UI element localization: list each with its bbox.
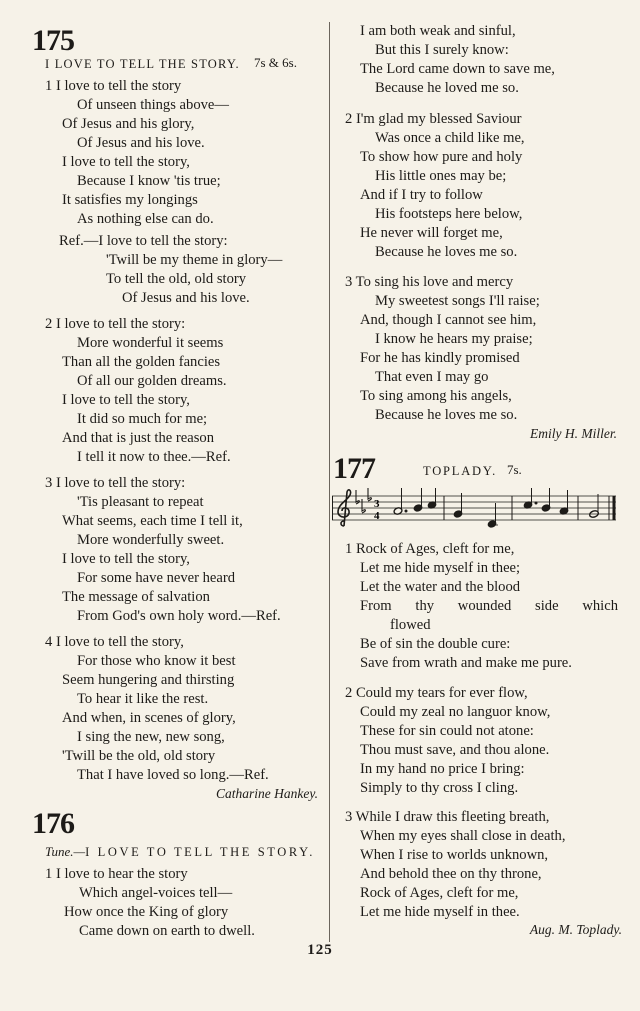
verse-line: 3 While I draw this fleeting breath, xyxy=(345,809,550,825)
verse-line: To hear it like the rest. xyxy=(77,691,209,707)
verse-line: Let me hide myself in thee; xyxy=(360,560,521,576)
verse-line: I know he hears my praise; xyxy=(375,331,533,347)
verse-line: I love to tell the story, xyxy=(62,154,190,170)
verse-line: As nothing else can do. xyxy=(77,211,214,227)
page-number: 125 xyxy=(307,942,333,958)
verse-line: How once the King of glory xyxy=(64,904,229,920)
key-signature-flats xyxy=(356,488,371,513)
hymn-177-meter: 7s. xyxy=(507,462,522,477)
verse-line: Of unseen things above— xyxy=(77,97,229,113)
verse-line: Simply to thy cross I cling. xyxy=(360,780,519,796)
hymn-177-number: 177 xyxy=(333,452,375,485)
hymn-176-number: 176 xyxy=(32,807,74,840)
verse-line: I am both weak and sinful, xyxy=(360,23,516,39)
verse-line: I love to tell the story, xyxy=(62,392,190,408)
verse-line: 'Twill be the old, old story xyxy=(62,748,216,764)
verse-line: It did so much for me; xyxy=(77,411,208,427)
verse-line: 3 To sing his love and mercy xyxy=(345,274,514,290)
verse-line: 2 Could my tears for ever flow, xyxy=(345,685,528,701)
verse-line: For some have never heard xyxy=(77,570,236,586)
verse-line: The message of salvation xyxy=(62,589,210,605)
verse-line: He never will forget me, xyxy=(360,225,503,241)
verse-line: Because I know 'tis true; xyxy=(77,173,221,189)
hymn-175-number: 175 xyxy=(32,24,74,57)
verse-line: 2 I love to tell the story: xyxy=(45,316,186,332)
verse-line: 'Tis pleasant to repeat xyxy=(77,494,204,510)
verse-line: More wonderfully sweet. xyxy=(77,532,225,548)
verse-line: In my hand no price I bring: xyxy=(360,761,525,777)
verse-line: Than all the golden fancies xyxy=(62,354,221,370)
verse-line: 3 I love to tell the story: xyxy=(45,475,186,491)
verse-line: flowed xyxy=(390,617,431,633)
verse-line: Of all our golden dreams. xyxy=(77,373,227,389)
verse-line: From thy wounded side which xyxy=(360,598,618,614)
verse-line: But this I surely know: xyxy=(375,42,509,58)
verse-line: What seems, each time I tell it, xyxy=(62,513,243,529)
verse-line: 4 I love to tell the story, xyxy=(45,634,184,650)
verse-line: 1 I love to hear the story xyxy=(45,866,188,882)
verse-line: And if I try to follow xyxy=(360,187,483,203)
verse-line: That even I may go xyxy=(375,369,489,385)
verse-line: Thou must save, and thou alone. xyxy=(360,742,550,758)
verse-line: To sing among his angels, xyxy=(360,388,512,404)
verse-line: More wonderful it seems xyxy=(77,335,224,351)
refrain-line: To tell the old, old story xyxy=(106,271,247,287)
verse-line: To show how pure and holy xyxy=(360,149,523,165)
music-staff-incipit xyxy=(332,488,618,532)
tune-label: Tune.— xyxy=(45,844,86,859)
verse-line: His footsteps here below, xyxy=(375,206,523,222)
verse-line: I love to tell the story, xyxy=(62,551,190,567)
verse-line: My sweetest songs I'll raise; xyxy=(375,293,540,309)
verse-line: These for sin could not atone: xyxy=(360,723,534,739)
tune-name: I LOVE TO TELL THE STORY. xyxy=(85,845,315,859)
verse-line: When I rise to worlds unknown, xyxy=(360,847,549,863)
column-divider xyxy=(329,22,330,942)
verse-line: 2 I'm glad my blessed Saviour xyxy=(345,111,522,127)
verse-line: For those who know it best xyxy=(77,653,236,669)
verse-line: The Lord came down to save me, xyxy=(360,61,555,77)
verse-line: Let me hide myself in thee. xyxy=(360,904,520,920)
hymn-176-author: Emily H. Miller. xyxy=(530,426,617,441)
verse-line: Seem hungering and thirsting xyxy=(62,672,235,688)
verse-line: That I have loved so long.—Ref. xyxy=(77,767,269,783)
hymn-175-meter: 7s & 6s. xyxy=(254,55,297,70)
verse-line: And that is just the reason xyxy=(62,430,214,446)
verse-line: I sing the new, new song, xyxy=(77,729,225,745)
verse-line: 1 Rock of Ages, cleft for me, xyxy=(345,541,515,557)
verse-line: Of Jesus and his glory, xyxy=(62,116,195,132)
verse-line: And when, in scenes of glory, xyxy=(62,710,236,726)
verse-line: His little ones may be; xyxy=(375,168,507,184)
verse-line: For he has kindly promised xyxy=(360,350,520,366)
verse-line: Let the water and the blood xyxy=(360,579,521,595)
verse-line: Could my zeal no languor know, xyxy=(360,704,551,720)
hymn-175-author: Catharine Hankey. xyxy=(216,786,318,801)
verse-line: And, though I cannot see him, xyxy=(360,312,537,328)
verse-line: Save from wrath and make me pure. xyxy=(360,655,572,671)
verse-line: 1 I love to tell the story xyxy=(45,78,182,94)
verse-line: Because he loves me so. xyxy=(375,244,518,260)
time-signature-bottom: 4 xyxy=(374,510,380,522)
verse-line: I tell it now to thee.—Ref. xyxy=(77,449,231,465)
verse-line: It satisfies my longings xyxy=(62,192,198,208)
refrain-line: 'Twill be my theme in glory— xyxy=(106,252,283,268)
verse-line: Be of sin the double cure: xyxy=(360,636,511,652)
verse-line: Rock of Ages, cleft for me, xyxy=(360,885,519,901)
verse-line: Which angel-voices tell— xyxy=(79,885,233,901)
hymn-177-title: TOPLADY. xyxy=(423,464,498,478)
refrain-line: Of Jesus and his love. xyxy=(122,290,250,306)
hymn-175-title: I LOVE TO TELL THE STORY. xyxy=(45,57,240,71)
verse-line: Because he loved me so. xyxy=(375,80,519,96)
verse-line: From God's own holy word.—Ref. xyxy=(77,608,281,624)
verse-line: When my eyes shall close in death, xyxy=(360,828,566,844)
verse-line: Was once a child like me, xyxy=(375,130,525,146)
verse-line: Because he loves me so. xyxy=(375,407,518,423)
hymn-177-author: Aug. M. Toplady. xyxy=(529,922,622,937)
verse-line: Of Jesus and his love. xyxy=(77,135,205,151)
verse-line: Came down on earth to dwell. xyxy=(79,923,255,939)
hymn-176-tune xyxy=(45,844,315,860)
verse-line: And behold thee on thy throne, xyxy=(360,866,542,882)
refrain-line: Ref.—I love to tell the story: xyxy=(59,233,228,249)
time-signature-top: 3 xyxy=(374,498,380,510)
